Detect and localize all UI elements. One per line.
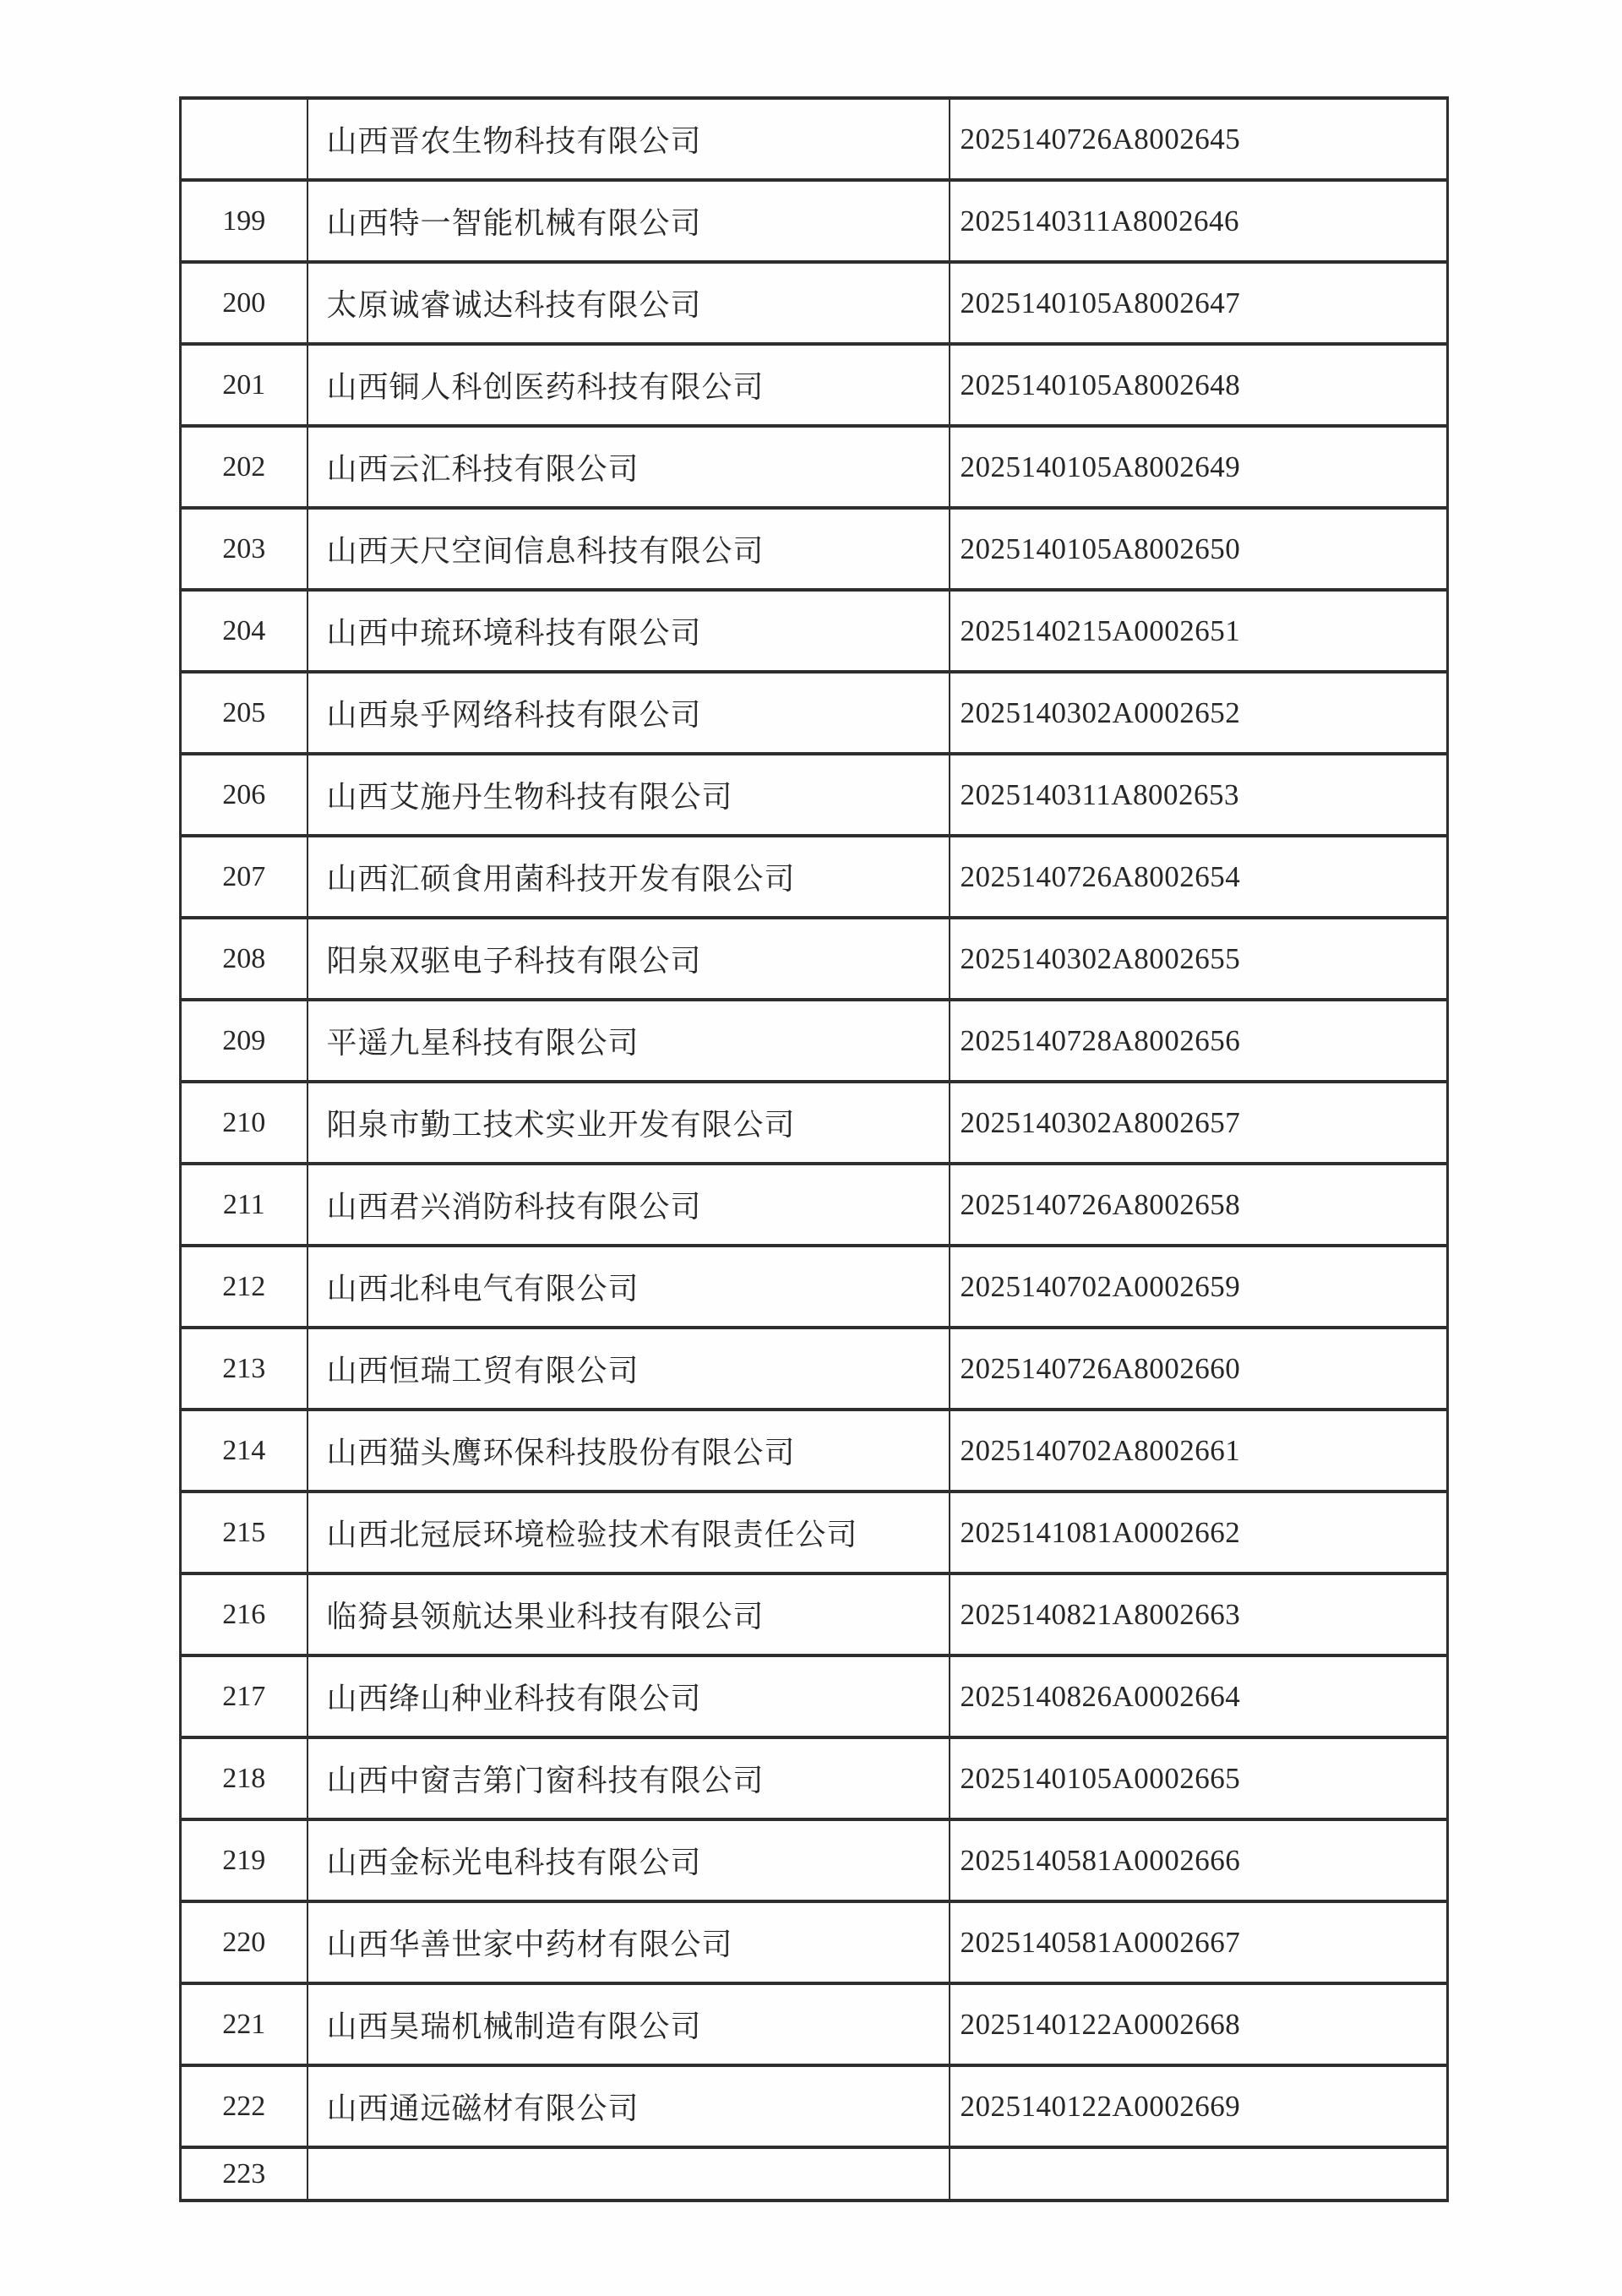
table-row (181, 98, 1448, 180)
registration-code-cell: 2025140105A8002648 (950, 344, 1448, 426)
table-row (181, 2065, 1448, 2147)
registration-code-cell: 2025140311A8002646 (950, 180, 1448, 262)
row-number-cell: 201 (181, 344, 308, 426)
row-number-cell: 205 (181, 672, 308, 754)
table-row (181, 344, 1448, 426)
row-number-cell: 208 (181, 918, 308, 1000)
company-name-cell: 山西通远磁材有限公司 (308, 2065, 950, 2147)
table-row (181, 1819, 1448, 1901)
company-name-cell: 临猗县领航达果业科技有限公司 (308, 1573, 950, 1655)
company-name-cell: 山西铜人科创医药科技有限公司 (308, 344, 950, 426)
registration-code-cell (950, 2147, 1448, 2201)
company-name-cell: 山西中窗吉第门窗科技有限公司 (308, 1737, 950, 1819)
registration-code-cell: 2025140581A0002666 (950, 1819, 1448, 1901)
table-row (181, 426, 1448, 508)
table-row (181, 1492, 1448, 1573)
row-number-cell: 216 (181, 1573, 308, 1655)
registration-code-cell: 2025140702A0002659 (950, 1246, 1448, 1328)
table-row (181, 1983, 1448, 2065)
row-number-cell: 223 (181, 2147, 308, 2201)
row-number-cell: 203 (181, 508, 308, 590)
registration-code-cell: 2025140302A8002655 (950, 918, 1448, 1000)
company-name-cell: 山西华善世家中药材有限公司 (308, 1901, 950, 1983)
table-row (181, 1655, 1448, 1737)
table-row (181, 754, 1448, 836)
company-name-cell: 山西晋农生物科技有限公司 (308, 98, 950, 180)
company-name-cell: 阳泉市勤工技术实业开发有限公司 (308, 1082, 950, 1164)
table-row (181, 1000, 1448, 1082)
row-number-cell: 202 (181, 426, 308, 508)
registration-code-cell: 2025140726A8002660 (950, 1328, 1448, 1410)
row-number-cell: 206 (181, 754, 308, 836)
table-row (181, 180, 1448, 262)
company-name-cell: 山西云汇科技有限公司 (308, 426, 950, 508)
table-row (181, 1410, 1448, 1492)
table-row (181, 1164, 1448, 1246)
company-name-cell: 山西汇硕食用菌科技开发有限公司 (308, 836, 950, 918)
registration-code-cell: 2025140105A0002665 (950, 1737, 1448, 1819)
row-number-cell: 210 (181, 1082, 308, 1164)
row-number-cell: 209 (181, 1000, 308, 1082)
table-row (181, 918, 1448, 1000)
row-number-cell: 207 (181, 836, 308, 918)
registration-code-cell: 2025140215A0002651 (950, 590, 1448, 672)
company-table-body (181, 98, 1448, 2201)
company-name-cell: 山西艾施丹生物科技有限公司 (308, 754, 950, 836)
registration-code-cell: 2025140122A0002668 (950, 1983, 1448, 2065)
registration-code-cell: 2025140728A8002656 (950, 1000, 1448, 1082)
company-name-cell: 山西北科电气有限公司 (308, 1246, 950, 1328)
company-name-cell: 平遥九星科技有限公司 (308, 1000, 950, 1082)
table-row (181, 672, 1448, 754)
company-name-cell: 山西君兴消防科技有限公司 (308, 1164, 950, 1246)
table-row (181, 590, 1448, 672)
registration-code-cell: 2025140726A8002654 (950, 836, 1448, 918)
table-row (181, 262, 1448, 344)
table-row (181, 1328, 1448, 1410)
registration-code-cell: 2025140311A8002653 (950, 754, 1448, 836)
company-name-cell: 山西恒瑞工贸有限公司 (308, 1328, 950, 1410)
table-row (181, 508, 1448, 590)
registration-code-cell: 2025140105A8002650 (950, 508, 1448, 590)
row-number-cell (181, 98, 308, 180)
row-number-cell: 212 (181, 1246, 308, 1328)
registration-code-cell: 2025140821A8002663 (950, 1573, 1448, 1655)
company-name-cell: 阳泉双驱电子科技有限公司 (308, 918, 950, 1000)
registration-code-cell: 2025140302A8002657 (950, 1082, 1448, 1164)
row-number-cell: 217 (181, 1655, 308, 1737)
company-name-cell: 山西金标光电科技有限公司 (308, 1819, 950, 1901)
table-row (181, 1737, 1448, 1819)
registration-code-cell: 2025140581A0002667 (950, 1901, 1448, 1983)
row-number-cell: 200 (181, 262, 308, 344)
company-name-cell: 山西天尺空间信息科技有限公司 (308, 508, 950, 590)
company-name-cell: 山西绛山种业科技有限公司 (308, 1655, 950, 1737)
row-number-cell: 213 (181, 1328, 308, 1410)
registration-code-cell: 2025140105A8002649 (950, 426, 1448, 508)
row-number-cell: 219 (181, 1819, 308, 1901)
company-name-cell: 山西昊瑞机械制造有限公司 (308, 1983, 950, 2065)
table-row (181, 1246, 1448, 1328)
row-number-cell: 214 (181, 1410, 308, 1492)
row-number-cell: 221 (181, 1983, 308, 2065)
row-number-cell: 215 (181, 1492, 308, 1573)
table-row (181, 2147, 1448, 2201)
company-name-cell: 山西特一智能机械有限公司 (308, 180, 950, 262)
company-name-cell: 山西北冠辰环境检验技术有限责任公司 (308, 1492, 950, 1573)
table-row (181, 1082, 1448, 1164)
row-number-cell: 220 (181, 1901, 308, 1983)
row-number-cell: 199 (181, 180, 308, 262)
company-name-cell: 山西猫头鹰环保科技股份有限公司 (308, 1410, 950, 1492)
company-name-cell: 山西泉乎网络科技有限公司 (308, 672, 950, 754)
registration-code-cell: 2025140726A8002645 (950, 98, 1448, 180)
company-name-cell: 山西中琉环境科技有限公司 (308, 590, 950, 672)
company-table (179, 96, 1449, 2202)
table-row (181, 1573, 1448, 1655)
row-number-cell: 218 (181, 1737, 308, 1819)
registration-code-cell: 2025140702A8002661 (950, 1410, 1448, 1492)
table-row (181, 836, 1448, 918)
table-row (181, 1901, 1448, 1983)
company-name-cell (308, 2147, 950, 2201)
registration-code-cell: 2025140302A0002652 (950, 672, 1448, 754)
row-number-cell: 222 (181, 2065, 308, 2147)
registration-code-cell: 2025140122A0002669 (950, 2065, 1448, 2147)
registration-code-cell: 2025140826A0002664 (950, 1655, 1448, 1737)
row-number-cell: 204 (181, 590, 308, 672)
registration-code-cell: 2025141081A0002662 (950, 1492, 1448, 1573)
row-number-cell: 211 (181, 1164, 308, 1246)
registration-code-cell: 2025140105A8002647 (950, 262, 1448, 344)
registration-code-cell: 2025140726A8002658 (950, 1164, 1448, 1246)
company-name-cell: 太原诚睿诚达科技有限公司 (308, 262, 950, 344)
